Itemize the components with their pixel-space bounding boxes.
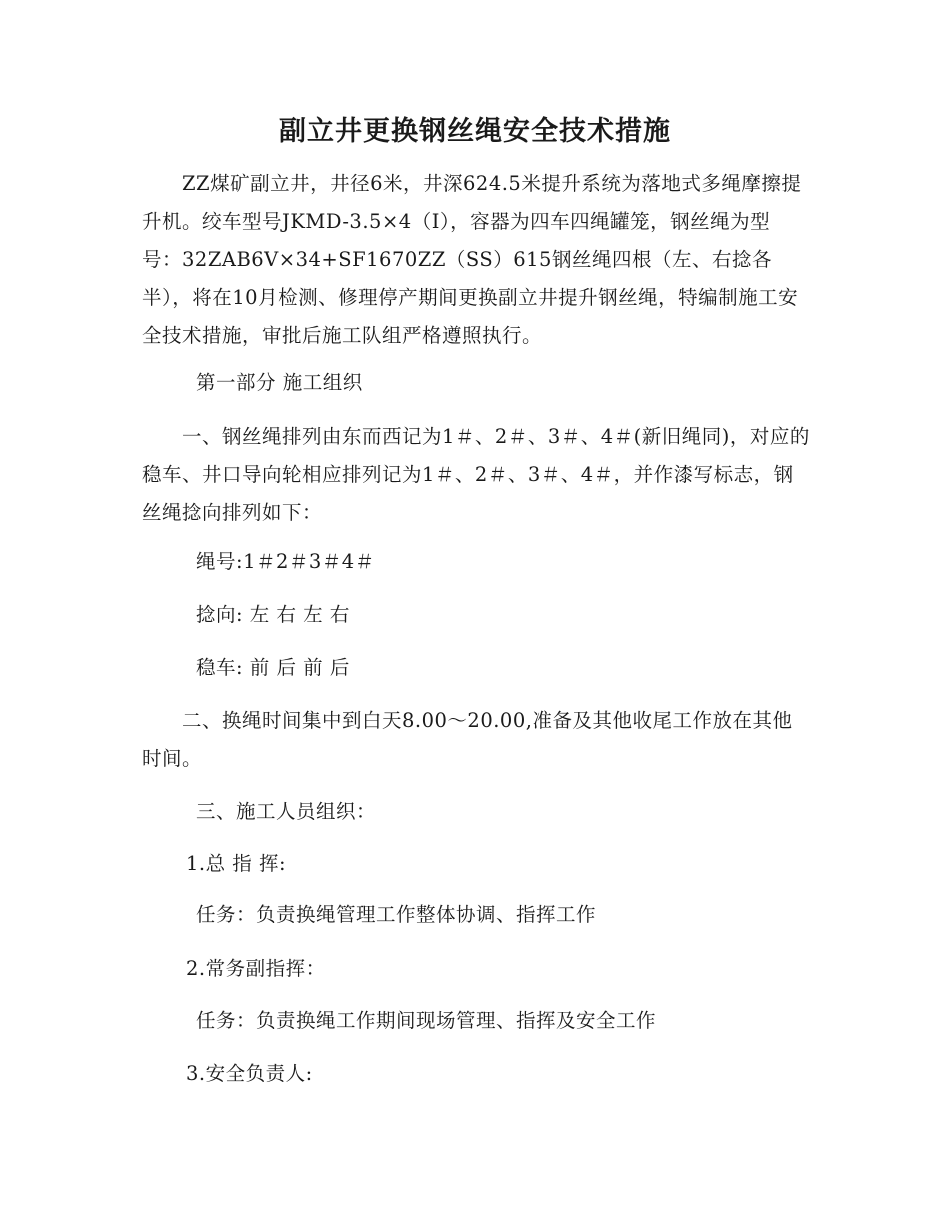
- document-title: 副立井更换钢丝绳安全技术措施: [279, 116, 671, 147]
- role1-task: 任务：负责换绳管理工作整体协调、指挥工作: [196, 903, 597, 926]
- item1-paragraph: 一、钢丝绳排列由东而西记为1＃、2＃、3＃、4＃(新旧绳同)，对应的稳车、井口导向轮相应排列记为1＃、2＃、3＃、4＃，并作漆写标志，钢丝绳捻向排列如下：: [142, 425, 810, 524]
- lay-direction-row: 捻向: 左 右 左 右: [196, 603, 350, 626]
- winch-row: 稳车: 前 后 前 后: [196, 656, 350, 679]
- intro-paragraph: ZZ煤矿副立井，井径6米，井深624.5米提升系统为落地式多绳摩擦提升机。绞车型号JKMD-3.5×4（Ⅰ），容器为四车四绳罐笼，钢丝绳为型号：32ZAB6V×34+SF1670ZZ（SS）615钢丝绳四根（左、右捻各半），将在10月检测、修理停产期间更换副立井提升钢丝绳，特编制施工安全技术措施，审批后施工队组严格遵照执行。: [142, 172, 802, 347]
- role2-task: 任务：负责换绳工作期间现场管理、指挥及安全工作: [196, 1009, 657, 1032]
- part1-heading: 第一部分 施工组织: [196, 371, 363, 394]
- role3-title: 3.安全负责人:: [186, 1062, 313, 1085]
- role1-title: 1.总 指 挥:: [186, 852, 287, 875]
- item2-paragraph: 二、换绳时间集中到白天8.00～20.00,准备及其他收尾工作放在其他时间。: [142, 709, 793, 770]
- rope-number-row: 绳号:1＃2＃3＃4＃: [196, 550, 375, 573]
- item3-heading: 三、施工人员组织：: [196, 800, 377, 823]
- role2-title: 2.常务副指挥：: [186, 957, 326, 980]
